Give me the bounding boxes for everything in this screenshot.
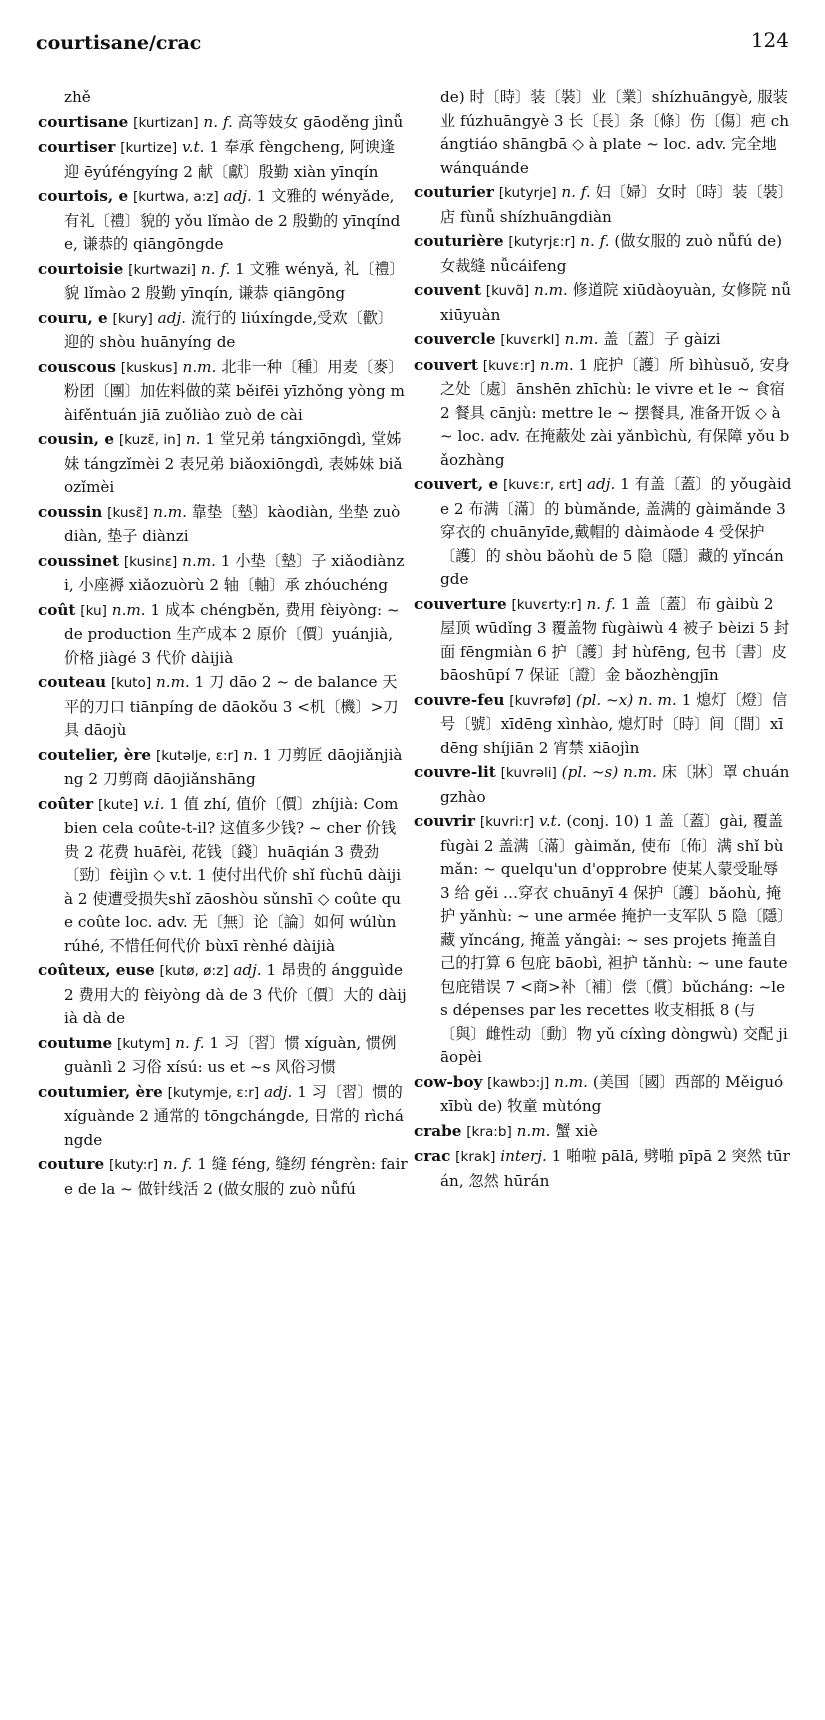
entry-definition: 1 文雅的 wényǎde, 有礼〔禮〕貌的 yǒu lǐmào de 2 殷勤的 yīnqínde, 谦恭的 qiāngōngde <box>64 187 401 253</box>
entry-part-of-speech: n. <box>243 745 258 764</box>
entry-definition: 高等妓女 gāoděng jìnǚ <box>237 112 404 131</box>
entry-part-of-speech: n. f. <box>561 183 591 201</box>
dictionary-entry <box>414 86 792 180</box>
entry-part-of-speech: n. <box>185 430 201 448</box>
entry-definition: (做女服的 zuò nǚfú de) 女裁缝 nǚcáifeng <box>440 232 783 275</box>
entry-definition: (美国〔國〕西部的 Měiguó xībù de) 牧童 mùtóng <box>440 1072 784 1115</box>
entry-part-of-speech: adj. <box>233 961 262 979</box>
entry-part-of-speech: n.m. <box>539 355 574 374</box>
entry-part-of-speech: n.m. <box>155 673 190 691</box>
entry-pronunciation: [kuvɛrty:r] <box>511 596 582 613</box>
entry-pronunciation: [kuvɛrkl] <box>500 332 560 348</box>
entry-pronunciation: [kuvrəli] <box>500 765 557 781</box>
entry-headword: coût <box>38 600 76 619</box>
entry-pronunciation: [kury] <box>112 310 153 327</box>
entry-part-of-speech: n. f. <box>580 232 610 250</box>
dictionary-entry <box>414 181 792 229</box>
entry-definition: 1 啪啦 pālā, 劈啪 pīpā 2 突然 tūrán, 忽然 hūrán <box>440 1147 790 1190</box>
entry-headword: courtois, e <box>38 187 129 205</box>
entry-headword: crac <box>414 1147 451 1165</box>
entry-pronunciation: [kuvɛ:r, ɛrt] <box>503 477 583 493</box>
dictionary-entry <box>414 1071 792 1119</box>
entry-headword: couturier <box>414 183 494 201</box>
entry-headword: couture <box>38 1155 105 1173</box>
entry-part-of-speech: adj. <box>223 187 252 205</box>
entry-headword: crabe <box>414 1121 462 1140</box>
entry-pronunciation: [kuty:r] <box>108 1157 159 1173</box>
entry-definition: 1 值 zhí, 值价〔價〕zhíjià: Combien cela coûte-t-il? 这值多少钱? ~ cher 价钱贵 2 花费 huāfèi, 花钱〔錢〕huāqián 3 费劲〔勁〕fèijìn ◇ v.t. 1 使付出代价 shǐ fùchū dàijià 2 使遭受损失shǐ zāoshòu sǔnshī ◇ coûte que coûte loc. adv. 无〔無〕论〔論〕如何 wúlùn rúhé, 不惜任何代价 bùxī rènhé dàijià <box>64 794 402 955</box>
entry-part-of-speech: n.m. <box>564 330 599 348</box>
entry-headword: couvre-feu <box>414 690 505 709</box>
entry-pronunciation: [kuvrəfø] <box>509 692 572 709</box>
entry-headword: couturière <box>414 232 504 250</box>
entry-definition: 1 庇护〔護〕所 bìhùsuǒ, 安身之处〔處〕ānshēn zhīchù: le vivre et le ~ 食宿 2 餐具 cānjù: mettre le ~ 摆餐具, 准备开饭 ◇ à ~ loc. adv. 在掩蔽处 zài yǎnbìchù, 有保障 yǒu bǎozhàng <box>440 355 790 469</box>
entry-definition: 靠垫〔墊〕kàodiàn, 坐垫 zuòdiàn, 垫子 diànzi <box>64 502 401 545</box>
page-header <box>36 28 789 64</box>
entry-pronunciation: [kuto] <box>110 675 152 691</box>
entry-pronunciation: [kutymje, ɛ:r] <box>167 1084 260 1101</box>
entry-definition: 1 熄灯〔燈〕信号〔號〕xīdēng xìnhào, 熄灯时〔時〕间〔間〕xīdēng shíjiān 2 宵禁 xiāojìn <box>440 690 788 757</box>
entry-definition: (conj. 10) 1 盖〔蓋〕gài, 覆盖 fùgài 2 盖满〔滿〕gàimǎn, 使布〔佈〕满 shǐ bùmǎn: ~ quelqu'un d'opprobre 使某人蒙受耻辱 3 给 gěi …穿衣 chuānyī 4 保护〔護〕bǎohù, 掩护 yǎnhù: ~ une armée 掩护一支军队 5 隐〔隱〕藏 yǐncáng, 掩盖 yǎngài: ~ ses projets 掩盖自己的打算 6 包庇 bāobì, 袒护 tǎnhù: ~ une faute 包庇错误 7 <商>补〔補〕偿〔償〕bǔcháng: ~les dépenses par les recettes 收支相抵 8 (与〔與〕雌性动〔動〕物 yǔ cíxìng dòngwù) 交配 jiāopèi <box>440 812 788 1066</box>
dictionary-entry <box>38 793 408 959</box>
entry-headword: courtiser <box>38 138 116 156</box>
entry-definition: 1 文雅 wényǎ, 礼〔禮〕貌 lǐmào 2 殷勤 yīnqín, 谦恭 qiāngōng <box>64 259 405 302</box>
entry-definition: 1 习〔習〕惯的 xíguànde 2 通常的 tōngchángde, 日常的 rìchángde <box>64 1082 404 1149</box>
dictionary-entry <box>38 671 408 743</box>
dictionary-entry <box>414 810 792 1070</box>
entry-pronunciation: [kutø, ø:z] <box>159 963 229 979</box>
entry-definition: 1 奉承 fèngcheng, 阿谀逢迎 ēyúféngyíng 2 献〔獻〕殷勤 xiàn yīnqín <box>64 138 396 181</box>
dictionary-entry <box>414 1145 792 1193</box>
entry-pronunciation: [kurtize] <box>120 140 178 156</box>
entry-definition: 1 成本 chéngběn, 费用 fèiyòng: ~ de production 生产成本 2 原价〔價〕yuánjià, 价格 jiàgé 3 代价 dàijià <box>64 600 400 667</box>
entry-definition: zhě <box>64 88 91 106</box>
dictionary-entry <box>414 473 792 592</box>
dictionary-entry <box>38 550 408 598</box>
running-head: courtisane/crac <box>36 32 202 54</box>
entry-headword: couvercle <box>414 330 496 348</box>
entry-headword: coûteux, euse <box>38 961 155 979</box>
page-number: 124 <box>750 28 789 52</box>
entry-definition: 蟹 xiè <box>555 1121 598 1140</box>
entry-pronunciation: [kuvɛ:r] <box>482 357 536 374</box>
entry-part-of-speech: (pl. ~x) n. m. <box>575 690 677 709</box>
entry-definition: 1 小垫〔墊〕子 xiǎodiànzi, 小座褥 xiǎozuòrù 2 轴〔軸〕承 zhóuchéng <box>64 551 405 594</box>
entry-headword: courtisane <box>38 112 129 131</box>
entry-part-of-speech: interj. <box>500 1147 547 1165</box>
entry-pronunciation: [kute] <box>97 796 139 813</box>
dictionary-entry <box>38 428 408 500</box>
entry-headword: coutume <box>38 1033 113 1052</box>
entry-headword: couru, e <box>38 308 108 327</box>
entry-definition: de) 时〔時〕装〔裝〕业〔業〕shízhuāngyè, 服装业 fúzhuāngyè 3 长〔長〕条〔條〕伤〔傷〕疤 chángtiáo shāngbā ◇ à plate ~ loc. adv. 完全地 wánquánde <box>440 88 789 177</box>
entry-pronunciation: [kurtizan] <box>133 114 199 131</box>
dictionary-entry <box>414 279 792 327</box>
dictionary-entry <box>414 354 792 473</box>
dictionary-entry <box>414 761 792 809</box>
dictionary-entry <box>38 599 408 671</box>
entry-headword: couteau <box>38 673 106 691</box>
dictionary-entry <box>38 86 408 110</box>
dictionary-entry <box>38 1032 408 1080</box>
entry-part-of-speech: adj. <box>586 475 616 493</box>
entry-definition: 流行的 liúxíngde,受欢〔歡〕迎的 shòu huānyíng de <box>64 308 394 351</box>
entry-definition: 床〔牀〕罩 chuángzhào <box>440 763 790 806</box>
entry-pronunciation: [kurtwazi] <box>128 261 197 278</box>
entry-pronunciation: [kurtwa, a:z] <box>132 189 219 205</box>
entry-headword: couvrir <box>414 812 476 830</box>
entry-definition: 妇〔婦〕女时〔時〕装〔裝〕店 fùnǚ shízhuāngdiàn <box>440 183 786 226</box>
dictionary-entry <box>38 1081 408 1153</box>
entry-headword: cousin, e <box>38 430 115 448</box>
entry-pronunciation: [krak] <box>455 1149 496 1165</box>
entry-part-of-speech: n. f. <box>175 1033 205 1052</box>
entry-part-of-speech: n. f. <box>203 112 233 131</box>
entry-definition: 1 有盖〔蓋〕的 yǒugàide 2 布满〔滿〕的 bùmǎnde, 盖满的 gàimǎnde 3 穿衣的 chuānyīde,戴帽的 dàimàode 4 受保护〔護〕的 shòu bǎohù de 5 隐〔隱〕藏的 yǐncángde <box>440 475 792 588</box>
left-column <box>38 86 408 1202</box>
entry-part-of-speech: n.m. <box>111 600 146 619</box>
entry-definition: 1 刀剪匠 dāojiǎnjiàng 2 刀剪商 dāojiǎnshāng <box>64 745 403 788</box>
entry-part-of-speech: n.m. <box>153 502 187 521</box>
entry-headword: courtoisie <box>38 259 124 278</box>
right-column <box>414 86 792 1194</box>
entry-pronunciation: [kutəlje, ɛ:r] <box>155 747 239 764</box>
entry-headword: coûter <box>38 794 94 813</box>
dictionary-entry <box>414 1120 792 1145</box>
entry-part-of-speech: n.m. <box>182 357 217 376</box>
entry-headword: couvre-lit <box>414 763 496 781</box>
dictionary-entry <box>38 1153 408 1201</box>
entry-part-of-speech: adj. <box>157 308 186 327</box>
entry-pronunciation: [ku] <box>80 602 107 619</box>
dictionary-entry <box>38 501 408 549</box>
entry-part-of-speech: n. f. <box>163 1155 193 1173</box>
entry-definition: 北非一种〔種〕用麦〔麥〕粉团〔團〕加佐料做的菜 běifēi yīzhǒng yòng màifěntuán jiā zuǒliào zuò de cài <box>64 357 405 424</box>
entry-pronunciation: [kuzɛ̃, in] <box>118 432 182 448</box>
entry-pronunciation: [kutym] <box>117 1035 171 1052</box>
entry-headword: couverture <box>414 594 507 613</box>
dictionary-entry <box>38 111 408 136</box>
entry-definition: 修道院 xiūdàoyuàn, 女修院 nǚxiūyuàn <box>440 281 791 324</box>
dictionary-entry <box>38 744 408 792</box>
entry-pronunciation: [kuskus] <box>120 359 178 376</box>
entry-definition: 1 缝 féng, 缝纫 féngrèn: faire de la ~ 做针线活 2 (做女服的 zuò nǚfú <box>64 1155 408 1198</box>
entry-headword: couscous <box>38 357 116 376</box>
entry-definition: 1 习〔習〕惯 xíguàn, 惯例 guànlì 2 习俗 xísú: us et ~s 风俗习惯 <box>64 1033 397 1076</box>
entry-pronunciation: [kawbɔ:j] <box>487 1074 550 1091</box>
entry-headword: couvert, e <box>414 475 499 493</box>
dictionary-entry <box>38 258 408 306</box>
entry-part-of-speech: n.m. <box>554 1072 588 1091</box>
entry-headword: couvert <box>414 355 478 374</box>
dictionary-entry <box>38 185 408 257</box>
dictionary-entry <box>414 230 792 278</box>
entry-part-of-speech: n.m. <box>182 551 217 570</box>
entry-part-of-speech: adj. <box>264 1082 293 1101</box>
entry-part-of-speech: n.m. <box>533 281 568 299</box>
entry-definition: 盖〔蓋〕子 gàizi <box>603 330 721 348</box>
dictionary-entry <box>414 328 792 353</box>
dictionary-entry <box>414 689 792 761</box>
entry-definition: 1 盖〔蓋〕布 gàibù 2 屋顶 wūdǐng 3 覆盖物 fùgàiwù 4 被子 bèizi 5 封面 fēngmiàn 6 护〔護〕封 hùfēng, 包书〔書〕皮 bāoshūpí 7 保证〔證〕金 bǎozhèngjīn <box>440 594 790 684</box>
entry-pronunciation: [kutyrjɛ:r] <box>508 234 576 250</box>
dictionary-entry <box>414 593 792 688</box>
entry-pronunciation: [kra:b] <box>466 1123 512 1140</box>
entry-headword: coutelier, ère <box>38 745 152 764</box>
entry-part-of-speech: n. f. <box>200 259 231 278</box>
entry-pronunciation: [kusɛ̃] <box>107 504 149 521</box>
dictionary-entry <box>38 307 408 355</box>
entry-pronunciation: [kusinɛ] <box>123 553 178 570</box>
entry-part-of-speech: v.t. <box>538 812 562 830</box>
entry-part-of-speech: (pl. ~s) n.m. <box>561 763 657 781</box>
entry-definition: 1 刀 dāo 2 ~ de balance 天平的刀口 tiānpíng de dāokǒu 3 <机〔機〕>刀具 dāojù <box>64 673 399 739</box>
entry-part-of-speech: v.i. <box>143 794 165 813</box>
entry-part-of-speech: v.t. <box>181 138 205 156</box>
dictionary-entry <box>38 959 408 1031</box>
entry-headword: coussin <box>38 502 103 521</box>
entry-headword: coutumier, ère <box>38 1082 163 1101</box>
entry-definition: 1 昂贵的 ángguìde 2 费用大的 fèiyòng dà de 3 代价〔價〕大的 dàijià dà de <box>64 961 407 1027</box>
dictionary-entry <box>38 356 408 428</box>
entry-part-of-speech: n. f. <box>586 594 616 613</box>
dictionary-entry <box>38 136 408 184</box>
entry-pronunciation: [kutyrje] <box>498 185 557 201</box>
entry-headword: cow-boy <box>414 1072 483 1091</box>
entry-pronunciation: [kuvri:r] <box>479 814 535 830</box>
entry-headword: coussinet <box>38 551 120 570</box>
entry-headword: couvent <box>414 281 481 299</box>
entry-part-of-speech: n.m. <box>516 1121 551 1140</box>
entry-definition: 1 堂兄弟 tángxiōngdì, 堂姊妹 tángzǐmèi 2 表兄弟 biǎoxiōngdì, 表姊妹 biǎozǐmèi <box>64 430 403 496</box>
entry-pronunciation: [kuvɑ̃] <box>485 283 530 299</box>
